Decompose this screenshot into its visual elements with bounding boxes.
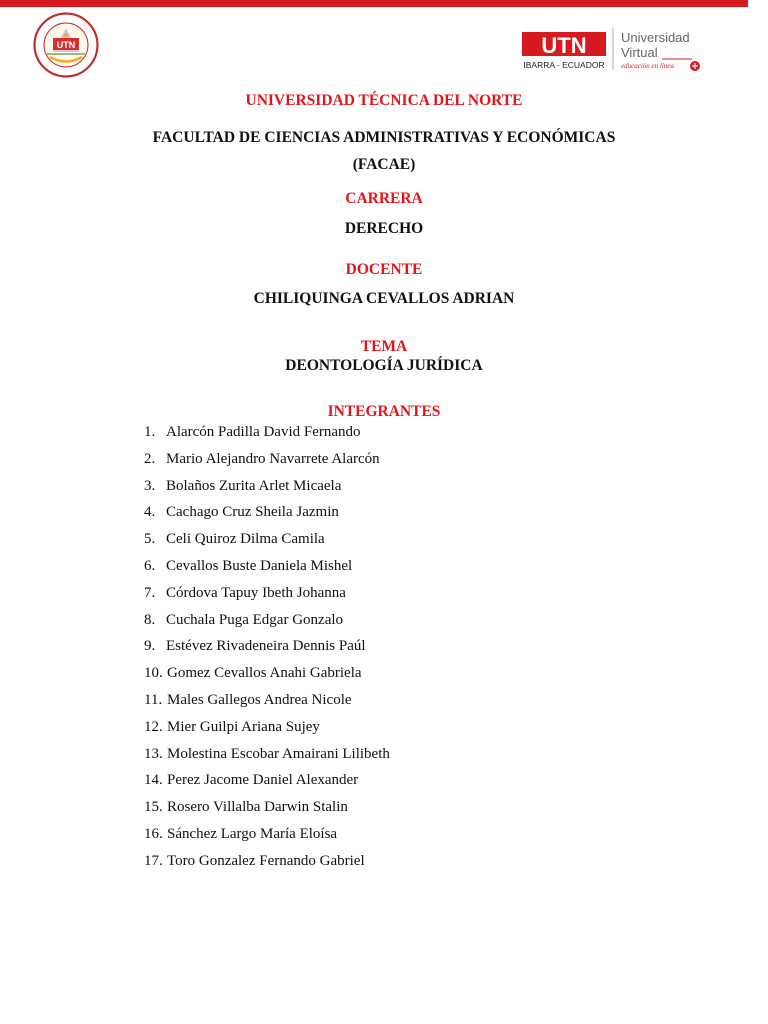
utn-location-text: IBARRA - ECUADOR (523, 60, 605, 70)
topic-value: DEONTOLOGÍA JURÍDICA (285, 357, 483, 374)
list-item: 1. Alarcón Padilla David Fernando (144, 424, 361, 440)
list-item: 3. Bolaños Zurita Arlet Micaela (144, 477, 342, 494)
list-item: 15. Rosero Villalba Darwin Stalin (144, 799, 348, 816)
utn-virtual-logo (522, 26, 704, 74)
list-item: 4. Cachago Cruz Sheila Jazmin (144, 504, 339, 521)
university-title: UNIVERSIDAD TÉCNICA DEL NORTE (245, 92, 523, 109)
members-heading: INTEGRANTES (327, 403, 441, 420)
top-accent-bar (0, 0, 748, 7)
list-item: 8. Cuchala Puga Edgar Gonzalo (144, 611, 344, 628)
university-seal-logo (33, 12, 99, 78)
utn-brand-text: UTN (541, 33, 587, 58)
list-item: 9. Estévez Rivadeneira Dennis Paúl (144, 638, 366, 655)
teacher-value: CHILIQUINGA CEVALLOS ADRIAN (253, 290, 515, 307)
list-item: 14. Perez Jacome Daniel Alexander (144, 772, 359, 789)
virtual-tagline: educación en línea (621, 62, 674, 70)
career-value: DERECHO (344, 220, 424, 237)
list-item: 7. Córdova Tapuy Ibeth Johanna (144, 584, 346, 601)
faculty-name: FACULTAD DE CIENCIAS ADMINISTRATIVAS Y ECONÓMICAS (152, 129, 616, 146)
list-item: 5. Celi Quiroz Dilma Camila (144, 531, 325, 548)
topic-heading: TEMA (360, 338, 408, 355)
members-list (144, 422, 390, 878)
list-item: 11. Males Gallegos Andrea Nicole (144, 691, 352, 708)
list-item: 6. Cevallos Buste Daniela Mishel (144, 557, 353, 574)
virtual-line1: Universidad (621, 30, 690, 45)
svg-text:UTN: UTN (56, 40, 76, 50)
teacher-heading: DOCENTE (345, 261, 423, 278)
career-heading: CARRERA (345, 190, 423, 207)
list-item: 12. Mier Guilpi Ariana Sujey (144, 718, 320, 735)
list-item: 16. Sánchez Largo María Eloísa (144, 825, 338, 842)
list-item: 10. Gomez Cevallos Anahi Gabriela (144, 665, 362, 682)
list-item: 13. Molestina Escobar Amairani Lilibeth (144, 745, 390, 762)
faculty-abbreviation: (FACAE) (352, 156, 416, 173)
list-item: 17. Toro Gonzalez Fernando Gabriel (144, 852, 365, 869)
virtual-line2: Virtual (621, 45, 658, 60)
list-item: 2. Mario Alejandro Navarrete Alarcón (144, 450, 380, 467)
